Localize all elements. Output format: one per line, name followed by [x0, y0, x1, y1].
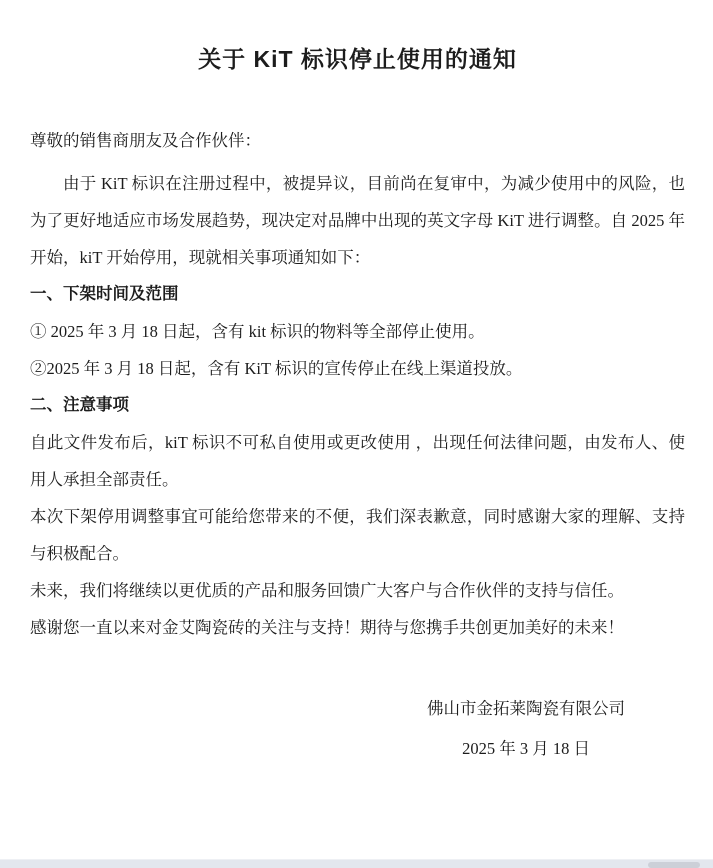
- document-title: 关于 KiT 标识停止使用的通知: [198, 46, 517, 72]
- section-2-heading: 二、注意事项: [30, 396, 129, 414]
- signature-block: [30, 690, 685, 767]
- intro-paragraph: 由于 KiT 标识在注册过程中，被提异议，目前尚在复审中，为减少使用中的风险，也为了更好地适应市场发展趋势，现决定对品牌中出现的英文字母 KiT 进行调整。自 2025 年开始，kiT 开始停用，现就相关事项通知如下：: [30, 174, 685, 267]
- section-1-heading: 一、下架时间及范围: [30, 285, 179, 303]
- future-commitment-paragraph: 未来，我们将继续以更优质的产品和服务回馈广大客户与合作伙伴的支持与信任。: [30, 581, 624, 600]
- apology-paragraph: 本次下架停用调整事宜可能给您带来的不便，我们深表歉意，同时感谢大家的理解、支持与积极配合。: [30, 507, 685, 563]
- section-1-item-1: ① 2025 年 3 月 18 日起，含有 kit 标识的物料等全部停止使用。: [30, 322, 485, 341]
- company-signature: 佛山市金拓莱陶瓷有限公司: [427, 699, 625, 718]
- thanks-paragraph: 感谢您一直以来对金艾陶瓷砖的关注与支持！期待与您携手共创更加美好的未来！: [30, 618, 624, 637]
- section-1-item-2: ②2025 年 3 月 18 日起，含有 KiT 标识的宣传停止在线上渠道投放。: [30, 359, 523, 378]
- liability-paragraph: 自此文件发布后，kiT 标识不可私自使用或更改使用 ，出现任何法律问题，由发布人、使用人承担全部责任。: [30, 433, 685, 489]
- signature-date: 2025 年 3 月 18 日: [462, 739, 590, 758]
- salutation: 尊敬的销售商朋友及合作伙伴：: [30, 131, 261, 150]
- scrollbar-thumb[interactable]: [648, 862, 700, 868]
- horizontal-scrollbar[interactable]: [0, 859, 713, 868]
